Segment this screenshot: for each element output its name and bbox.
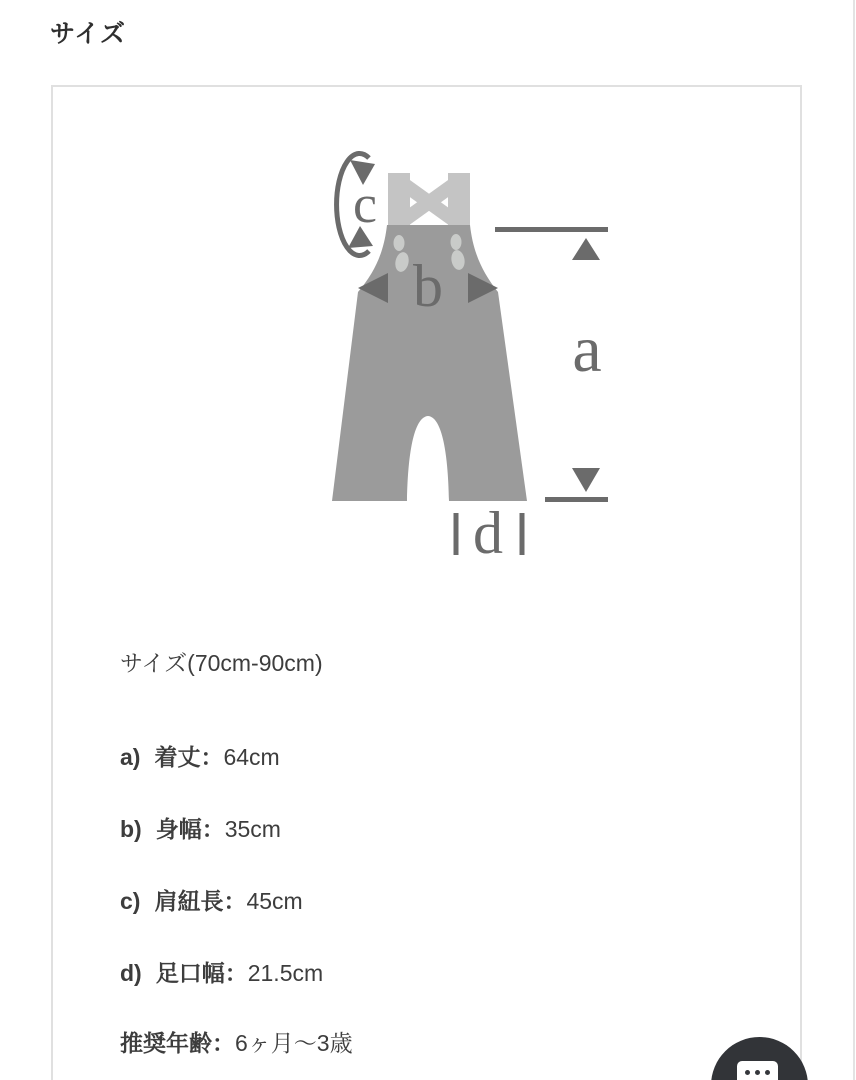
page-title: サイズ [50,20,127,48]
measurement-row-b [120,814,281,844]
diagram-label-a: a [572,313,602,386]
recommended-age-label: 推奨年齢： [120,1030,235,1056]
measurement-key: a) [120,744,141,770]
measurement-label: 身幅： [155,816,225,842]
diagram-label-b: b [413,253,443,319]
ornament-right-button [451,234,462,250]
chat-dots-icon [737,1061,778,1080]
length-arrow-down-icon [572,468,600,492]
measurement-key: c) [120,888,141,914]
overalls-size-diagram [310,140,630,570]
diagram-label-d: d [473,500,503,566]
recommended-age-row [120,1028,353,1058]
measurement-row-c [120,886,303,916]
length-arrow-up-icon [572,238,600,260]
ornament-left-button [394,235,405,251]
size-range-heading: サイズ(70cm-90cm) [120,650,323,676]
chat-dot [745,1070,750,1075]
measurement-label: 肩紐長： [154,888,247,914]
measurement-key: d) [120,960,142,986]
measurement-label: 足口幅： [155,960,248,986]
measurement-key: b) [120,816,142,842]
measurement-label: 着丈： [154,744,224,770]
measurement-value: 45cm [246,888,303,914]
diagram-label-c: c [353,174,377,234]
chat-dot [755,1070,760,1075]
recommended-age-value: 6ヶ月～3歳 [235,1030,353,1056]
measurement-value: 64cm [223,744,280,770]
chat-dot [765,1070,770,1075]
measurement-row-a [120,742,280,772]
measurement-row-d [120,958,323,988]
measurement-value: 21.5cm [247,960,324,986]
page-right-divider [853,0,855,1080]
measurement-value: 35cm [224,816,281,842]
